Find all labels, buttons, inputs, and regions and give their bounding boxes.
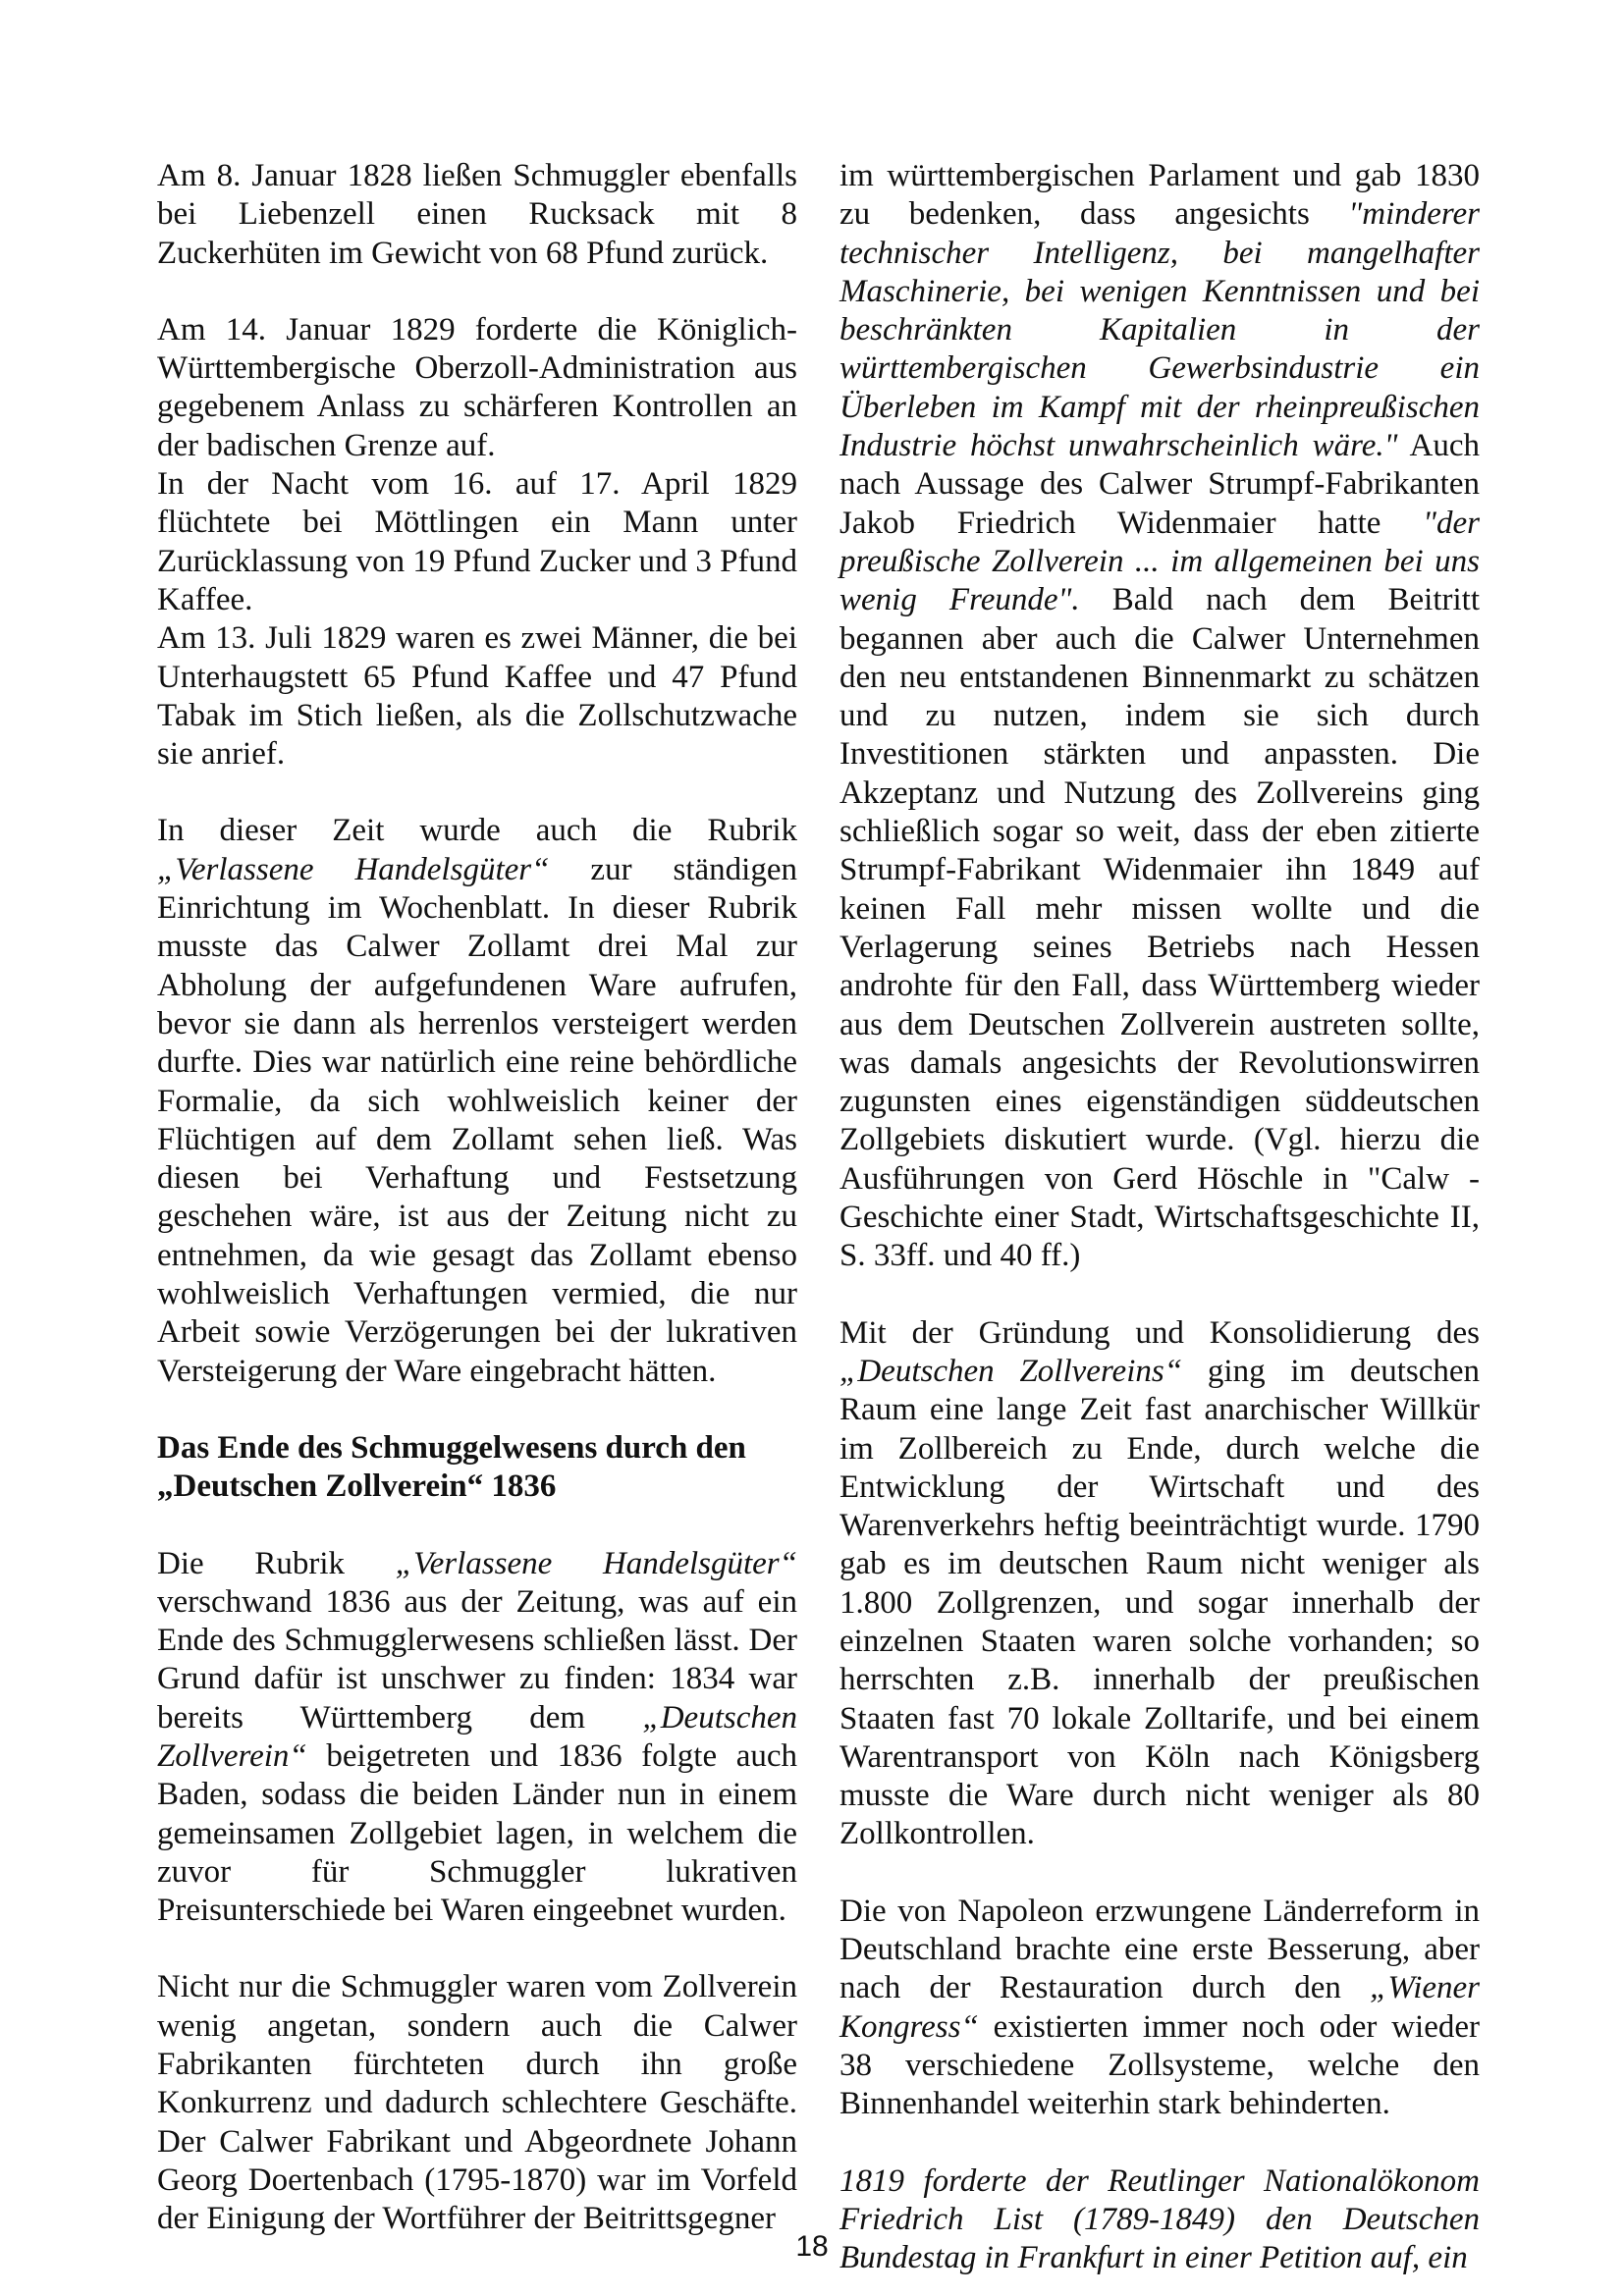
text-run: ging im deutschen Raum eine lange Zeit fast anarchischer Willkür im Zollbereich zu Ende, durch welche die Entwicklung der Wirtschaft und des Warenverkehrs heftig beeinträchtigt wurde. 1790 gab es im deutschen Raum nicht weniger als 1.800 Zollgrenzen, und sogar innerhalb der einzelnen Staaten waren solche vorhanden; so herrschten z.B. innerhalb der preußischen Staaten fast 70 lokale Zolltarife, und bei einem Warentransport von Köln nach Königsberg musste die Ware durch nicht weniger als 80 Zollkontrollen. — [839, 1353, 1480, 1852]
text-run: verschwand 1836 aus der Zeitung, was auf ein Ende des Schmugglerwesens schließen lässt. Der Grund dafür ist unschwer zu finden: 1834 war bereits Württemberg dem — [157, 1583, 797, 1735]
text-run: In dieser Zeit wurde auch die Rubrik — [157, 813, 797, 849]
paragraph-unterhaugstett: Am 13. Juli 1829 waren es zwei Männer, die bei Unterhaugstett 65 Pfund Kaffee und 47 Pfund Tabak im Stich ließen, als die Zollschutzwache sie anrief. — [157, 620, 797, 773]
right-column — [839, 157, 1480, 2277]
text-run: im württembergischen Parlament und gab 1830 zu bedenken, dass angesichts — [839, 158, 1480, 233]
paragraph-napoleon — [839, 1893, 1480, 2124]
paragraph-parlament — [839, 157, 1480, 1276]
paragraph-oberzoll-administration: Am 14. Januar 1829 forderte die Königlich-Württembergische Oberzoll-Administration aus gegebenem Anlass zu schärferen Kontrollen an der badischen Grenze auf. — [157, 311, 797, 463]
italic-run: „Verlassene Handelsgüter“ — [395, 1545, 797, 1581]
paragraph-rubrik-verschwand — [157, 1545, 797, 1931]
paragraph-gruendung-zollverein — [839, 1314, 1480, 1854]
italic-run: „Verlassene Handelsgüter“ — [157, 851, 550, 887]
paragraph-rubrik-wochenblatt — [157, 812, 797, 1390]
italic-quote: "minderer technischer Intelligenz, bei mangelhafter Maschinerie, bei wenigen Kenntnissen und bei beschränkten Kapitalien in der württembergischen Gewerbsindustrie ein Überleben im Kampf mit der rheinpreußischen Industrie höchst unwahrscheinlich wäre." — [839, 196, 1480, 464]
text-run: Die von Napoleon erzwungene Länderreform in Deutschland brachte eine erste Besserung, aber nach der Restauration durch den — [839, 1893, 1480, 2006]
paragraph-liebenzell: Am 8. Januar 1828 ließen Schmuggler ebenfalls bei Liebenzell einen Rucksack mit 8 Zuckerhüten im Gewicht von 68 Pfund zurück. — [157, 158, 797, 271]
section-heading-line-1: Das Ende des Schmuggelwesens durch den — [157, 1429, 746, 1466]
left-column — [157, 157, 797, 2239]
paragraph-calwer-fabrikanten: Nicht nur die Schmuggler waren vom Zollverein wenig angetan, sondern auch die Calwer Fabrikanten fürchteten durch ihn große Konkurrenz und dadurch schlechtere Geschäfte. Der Calwer Fabrikant und Abgeordnete Johann Georg Doertenbach (1795-1870) war im Vorfeld der Einigung der Wortführer der Beitrittsgegner — [157, 1969, 797, 2237]
section-heading — [157, 1429, 797, 1507]
italic-run: „Deutschen Zollverein“ — [157, 1699, 797, 1774]
section-heading-line-2: „Deutschen Zollverein“ 1836 — [157, 1468, 557, 1505]
text-run: Mit der Gründung und Konsolidierung des — [839, 1314, 1480, 1351]
paragraph-friedrich-list: 1819 forderte der Reutlinger Nationalökonom Friedrich List (1789-1849) den Deutschen Bundestag in Frankfurt in einer Petition auf, ein — [839, 2163, 1480, 2276]
text-run: zur ständigen Einrichtung im Wochenblatt. In dieser Rubrik musste das Calwer Zollamt drei Mal zur Abholung der aufgefundenen Ware aufrufen, bevor sie dann als herrenlos versteigert werden durfte. Dies war natürlich eine reine behördliche Formalie, da sich wohlweislich keiner der Flüchtigen auf dem Zollamt sehen ließ. Was diesen bei Verhaftung und Festsetzung geschehen wäre, ist aus der Zeitung nicht zu entnehmen, da wie gesagt das Zollamt ebenso wohlweislich Verhaftungen vermied, die nur Arbeit sowie Verzögerungen bei der lukrativen Versteigerung der Ware eingebracht hätten. — [157, 851, 797, 1389]
text-run: Die Rubrik — [157, 1545, 396, 1581]
paragraph-moettlingen: In der Nacht vom 16. auf 17. April 1829 flüchtete bei Möttlingen ein Mann unter Zurücklassung von 19 Pfund Zucker und 3 Pfund Kaffee. — [157, 466, 797, 617]
text-run: Auch nach Aussage des Calwer Strumpf-Fabrikanten Jakob Friedrich Widenmaier hatte — [839, 428, 1480, 541]
page-number: 18 — [795, 2230, 829, 2263]
italic-run: „Wiener Kongress“ — [839, 1970, 1480, 2045]
text-run: beigetreten und 1836 folgte auch Baden, sodass die beiden Länder nun in einem gemeinsamen Zollgebiet lagen, in welchem die zuvor für Schmuggler lukrativen Preisunterschiede bei Waren eingeebnet wurden. — [157, 1737, 797, 1929]
italic-run: „Deutschen Zollvereins“ — [839, 1353, 1183, 1389]
italic-quote: "der preußische Zollverein ... im allgemeinen bei uns wenig Freunde". — [839, 505, 1480, 618]
text-run: Bald nach dem Beitritt begannen aber auch die Calwer Unternehmen den neu entstandenen Binnenmarkt zu schätzen und zu nutzen, indem sie sich durch Investitionen stärkten und anpassten. Die Akzeptanz und Nutzung des Zollvereins ging schließlich sogar so weit, dass der eben zitierte Strumpf-Fabrikant Widenmaier ihn 1849 auf keinen Fall mehr missen wollte und die Verlagerung seines Betriebs nach Hessen androhte für den Fall, dass Württemberg wieder aus dem Deutschen Zollverein austreten sollte, was damals angesichts der Revolutionswirren zugunsten eines eigenständigen süddeutschen Zollgebiets diskutiert wurde. (Vgl. hierzu die Ausführungen von Gerd Höschle in "Calw - Geschichte einer Stadt, Wirtschaftsgeschichte II, S. 33ff. und 40 ff.) — [839, 582, 1480, 1274]
text-run: existierten immer noch oder wieder 38 verschiedene Zollsysteme, welche den Binnenhandel weiterhin stark behinderten. — [839, 2008, 1480, 2122]
